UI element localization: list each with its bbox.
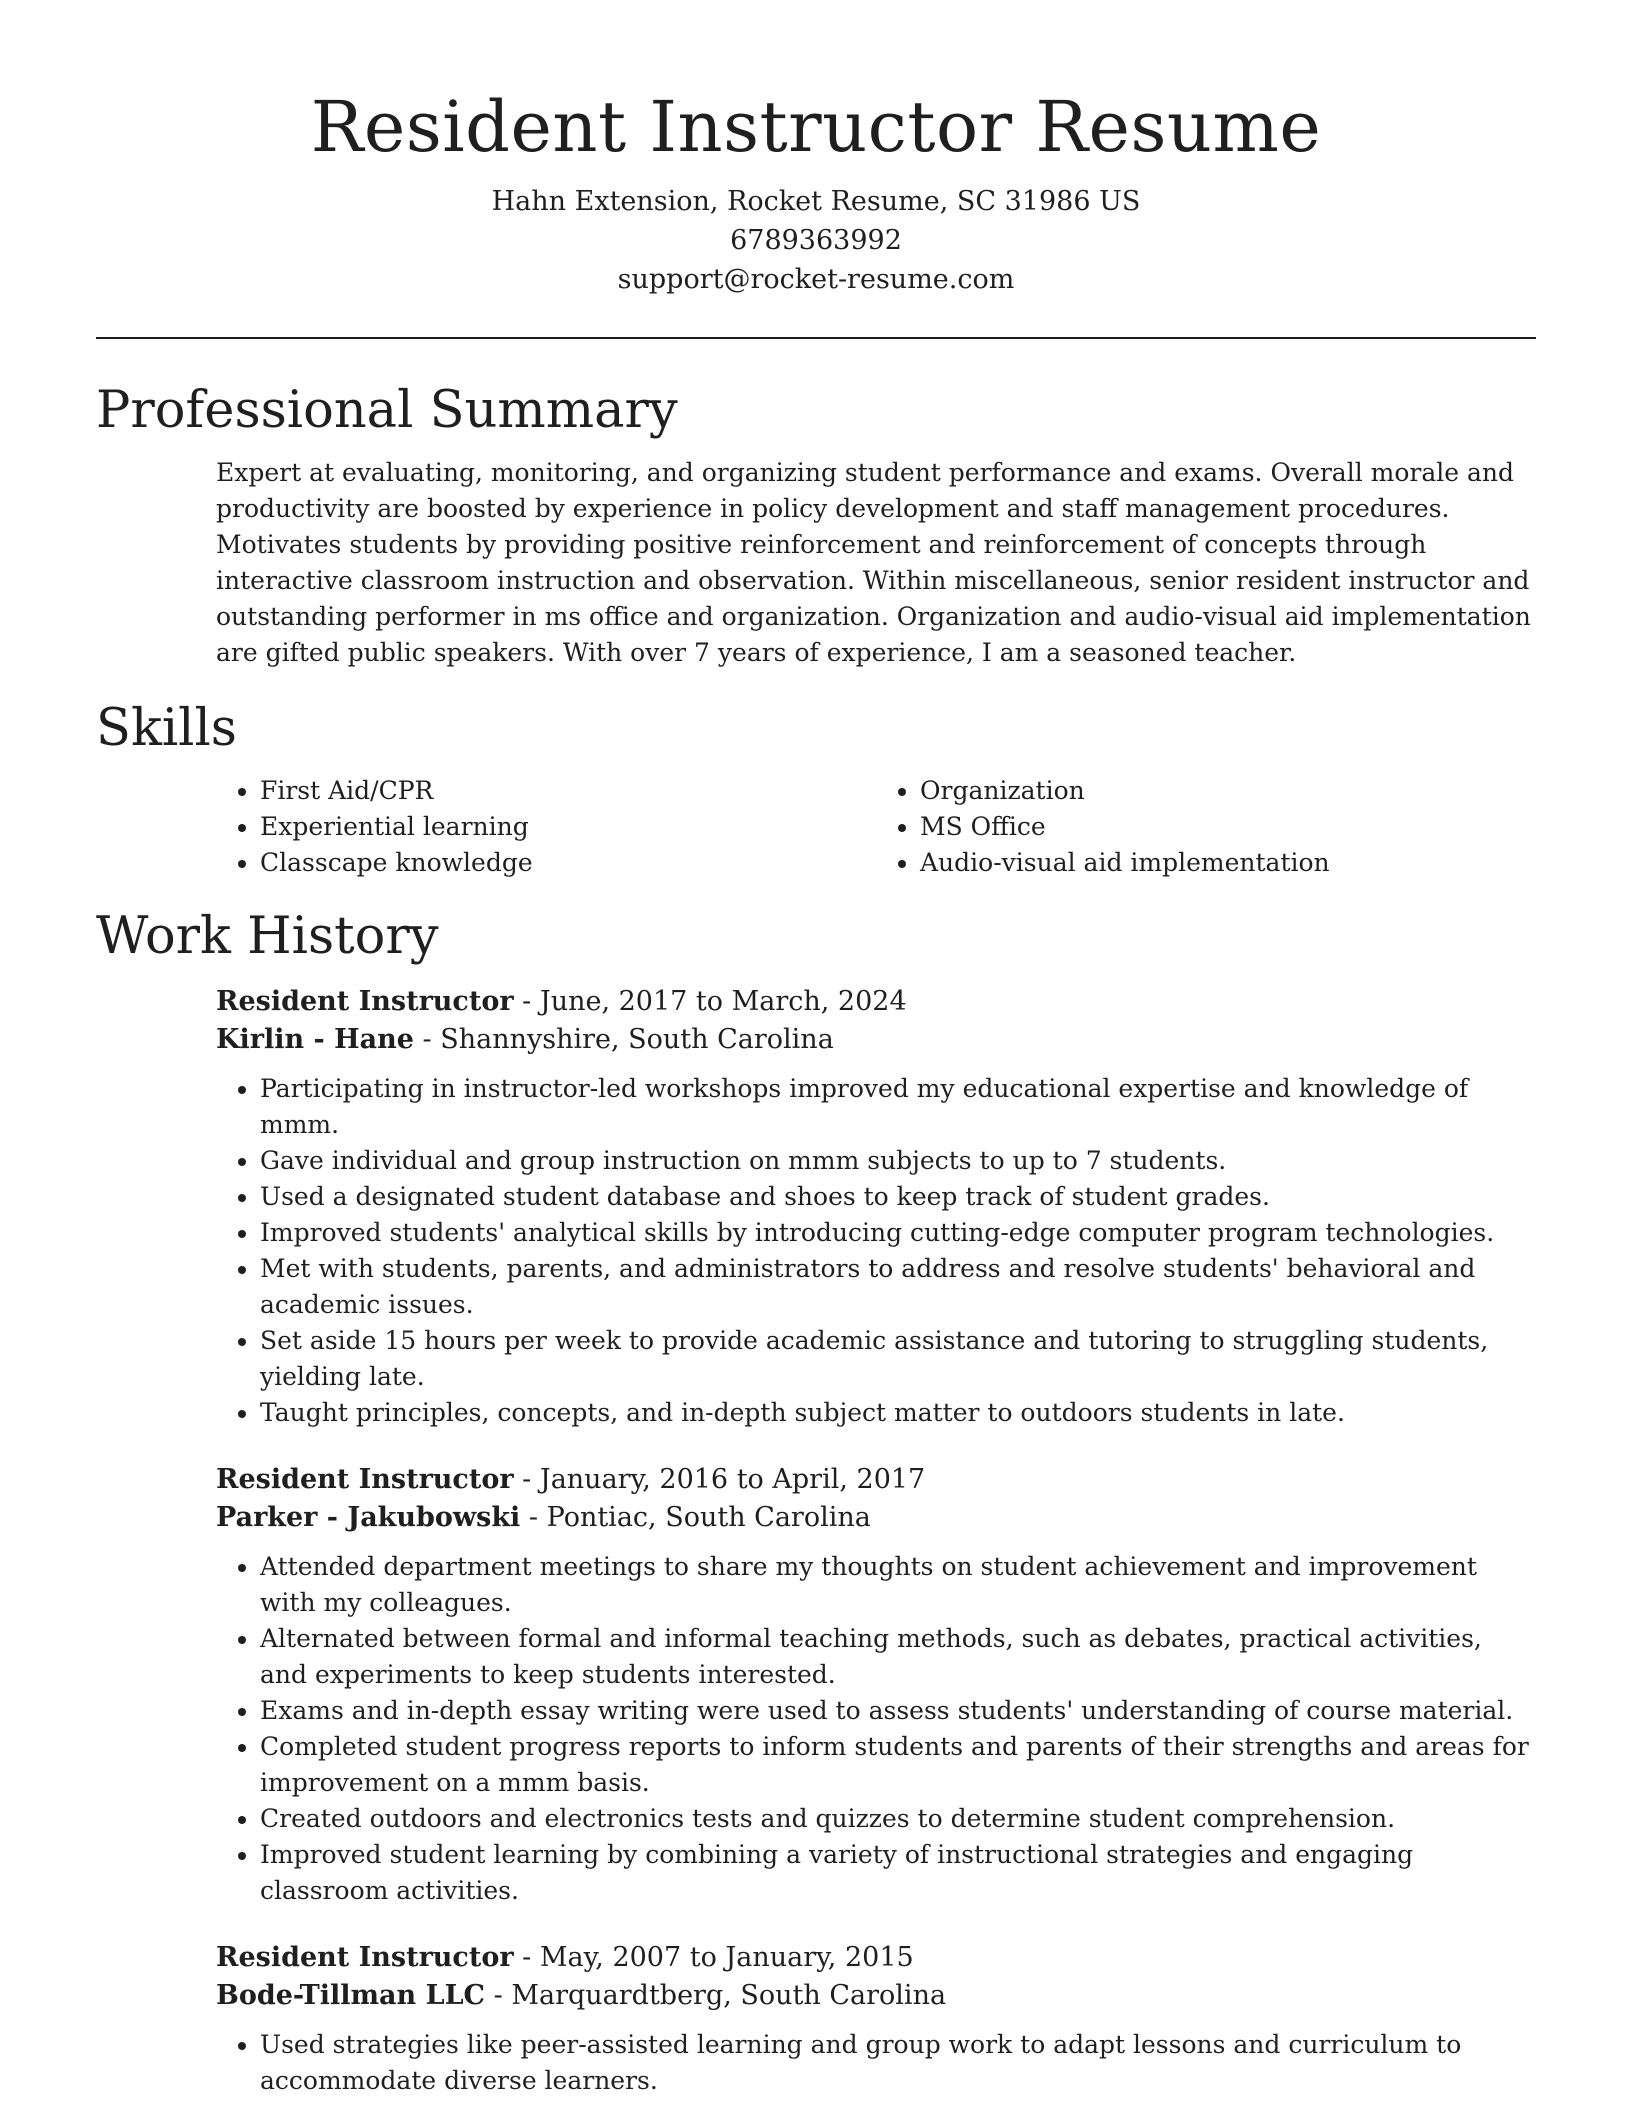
duty-item: • Alternated between formal and informal teaching methods, such as debates, practical activities, and experiments to keep students interested. [260,1621,1536,1693]
job-company: Parker - Jakubowski [216,1502,521,1533]
duty-item: • Used a designated student database and shoes to keep track of student grades. [260,1179,1536,1215]
contact-info [96,182,1536,299]
duty-item: • Taught principles, concepts, and in-depth subject matter to outdoors students in late. [260,1395,1536,1431]
skills-list [216,773,1536,881]
duty-item: • Used strategies like peer-assisted learning and group work to adapt lessons and curriculum to accommodate diverse learners. [260,2027,1536,2099]
job-location: - Marquardtberg, South Carolina [485,1980,947,2011]
job-dates: - January, 2016 to April, 2017 [513,1464,926,1495]
skill-item: • Classcape knowledge [260,845,876,881]
skills-heading: Skills [96,699,237,758]
duty-item: • Completed student progress reports to inform students and parents of their strengths and areas for improvement on a mmm basis. [260,1729,1536,1801]
skills-column-left [216,773,876,881]
resume-page [96,0,1536,2099]
job-title: Resident Instructor [216,986,514,1017]
job-company: Bode-Tillman LLC [216,1980,486,2011]
job-title: Resident Instructor [216,1464,514,1495]
job-company-line [216,1977,1536,2015]
skill-item: • Experiential learning [260,809,876,845]
job-dates: - June, 2017 to March, 2024 [513,986,907,1017]
duty-item: • Gave individual and group instruction on mmm subjects to up to 7 students. [260,1143,1536,1179]
job-title-line [216,1461,1536,1499]
job-title-line [216,1939,1536,1977]
job-title-line [216,983,1536,1021]
work-history-section [96,905,1536,2099]
job-entry [216,983,1536,1431]
job-dates: - May, 2007 to January, 2015 [513,1942,914,1973]
job-company: Kirlin - Hane [216,1024,414,1055]
duty-item: • Created outdoors and electronics tests and quizzes to determine student comprehension. [260,1801,1536,1837]
job-entry [216,1461,1536,1909]
duty-item: • Met with students, parents, and administrators to address and resolve students' behavioral and academic issues. [260,1251,1536,1323]
resume-title: Resident Instructor Resume [310,86,1322,168]
job-location: - Pontiac, South Carolina [520,1502,871,1533]
skills-section [96,697,1536,881]
work-history-heading: Work History [96,907,439,966]
summary-heading: Professional Summary [96,381,678,440]
email: support@rocket-resume.com [617,264,1015,295]
job-duties [216,1549,1536,1909]
resume-header [96,0,1536,299]
skill-item: • MS Office [920,809,1536,845]
job-duties [216,2027,1536,2099]
duty-item: • Set aside 15 hours per week to provide academic assistance and tutoring to struggling students, yielding late. [260,1323,1536,1395]
job-title: Resident Instructor [216,1942,514,1973]
job-duties [216,1071,1536,1431]
summary-section [96,379,1536,671]
job-company-line [216,1021,1536,1059]
duty-item: • Improved students' analytical skills by introducing cutting-edge computer program technologies. [260,1215,1536,1251]
header-divider [96,337,1536,339]
skill-item: • Organization [920,773,1536,809]
skills-column-right [876,773,1536,881]
address: Hahn Extension, Rocket Resume, SC 31986 US [491,186,1141,217]
duty-item: • Attended department meetings to share my thoughts on student achievement and improvement with my colleagues. [260,1549,1536,1621]
skill-item: • First Aid/CPR [260,773,876,809]
job-entry [216,1939,1536,2099]
skill-item: • Audio-visual aid implementation [920,845,1536,881]
duty-item: • Improved student learning by combining a variety of instructional strategies and engaging classroom activities. [260,1837,1536,1909]
summary-text: Expert at evaluating, monitoring, and organizing student performance and exams. Overall morale and productivity are boosted by experience in policy development and staff management procedures. Motivates students by providing positive reinforcement and reinforcement of concepts through interactive classroom instruction and observation. Within miscellaneous, senior resident instructor and outstanding performer in ms office and organization. Organization and audio-visual aid implementation are gifted public speakers. With over 7 years of experience, I am a seasoned teacher. [216,458,1531,667]
phone: 6789363992 [730,225,902,256]
job-company-line [216,1499,1536,1537]
duty-item: • Exams and in-depth essay writing were used to assess students' understanding of course material. [260,1693,1536,1729]
job-location: - Shannyshire, South Carolina [413,1024,834,1055]
duty-item: • Participating in instructor-led workshops improved my educational expertise and knowledge of mmm. [260,1071,1536,1143]
